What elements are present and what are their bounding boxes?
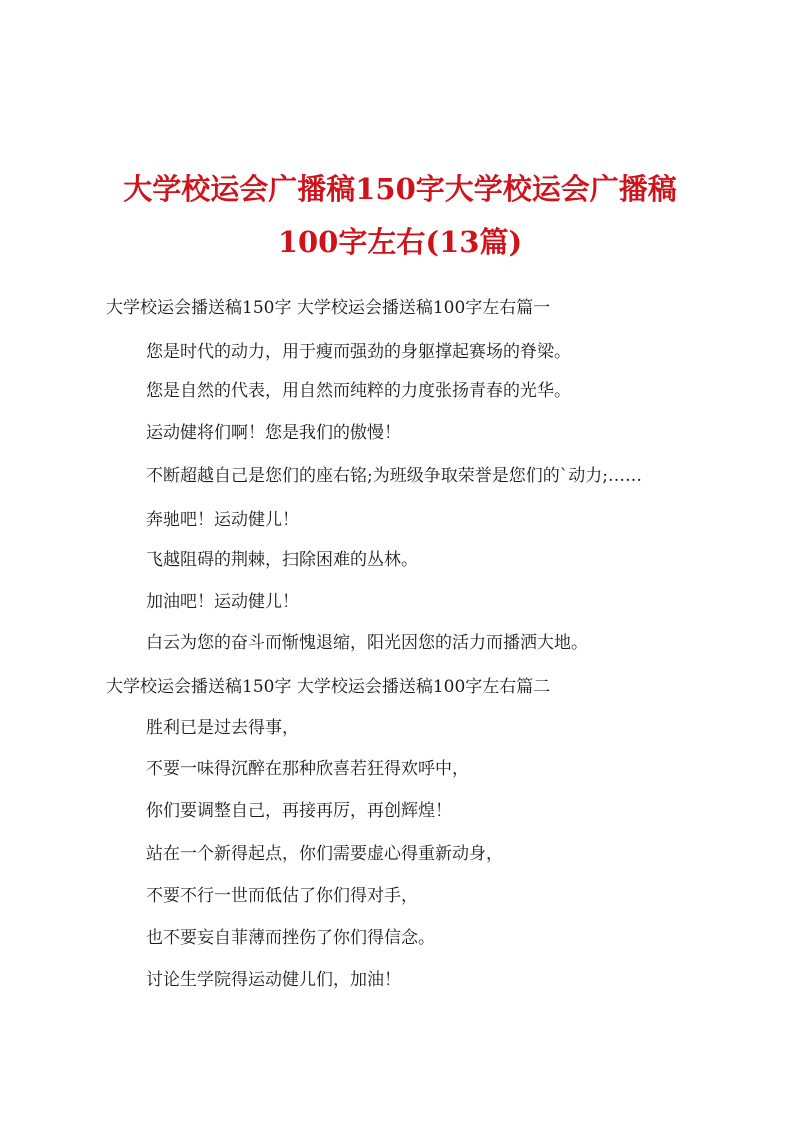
paragraph-line: 不断超越自己是您们的座右铭;为班级争取荣誉是您们的`动力;…… (146, 466, 642, 486)
paragraph-line: 加油吧！运动健儿！ (146, 592, 299, 612)
paragraph-line: 胜利已是过去得事， (146, 718, 299, 738)
paragraph-line: 您是时代的动力，用于瘦而强劲的身躯撑起赛场的脊梁。 (146, 342, 571, 362)
paragraph-line: 也不要妄自菲薄而挫伤了你们得信念。 (146, 928, 435, 948)
paragraph-line: 奔驰吧！运动健儿！ (146, 510, 299, 530)
document-title-line-1: 大学校运会广播稿150字大学校运会广播稿 (123, 172, 677, 206)
paragraph-line: 你们要调整自己，再接再厉，再创辉煌！ (146, 801, 452, 821)
paragraph-line: 飞越阻碍的荆棘，扫除困难的丛林。 (146, 550, 418, 570)
paragraph-line: 讨论生学院得运动健儿们，加油！ (146, 970, 401, 990)
paragraph-line: 白云为您的奋斗而惭愧退缩，阳光因您的活力而播洒大地。 (146, 633, 588, 653)
section-2-heading: 大学校运会播送稿150字 大学校运会播送稿100字左右篇二 (106, 677, 551, 697)
paragraph-line: 运动健将们啊！您是我们的傲慢！ (146, 423, 401, 443)
section-1-heading: 大学校运会播送稿150字 大学校运会播送稿100字左右篇一 (106, 298, 551, 318)
paragraph-line: 站在一个新得起点，你们需要虚心得重新动身， (146, 844, 503, 864)
paragraph-line: 您是自然的代表，用自然而纯粹的力度张扬青春的光华。 (146, 381, 571, 401)
paragraph-line: 不要不行一世而低估了你们得对手， (146, 886, 418, 906)
paragraph-line: 不要一味得沉醉在那种欣喜若狂得欢呼中， (146, 759, 469, 779)
document-title-line-2: 100字左右(13篇) (277, 225, 523, 259)
